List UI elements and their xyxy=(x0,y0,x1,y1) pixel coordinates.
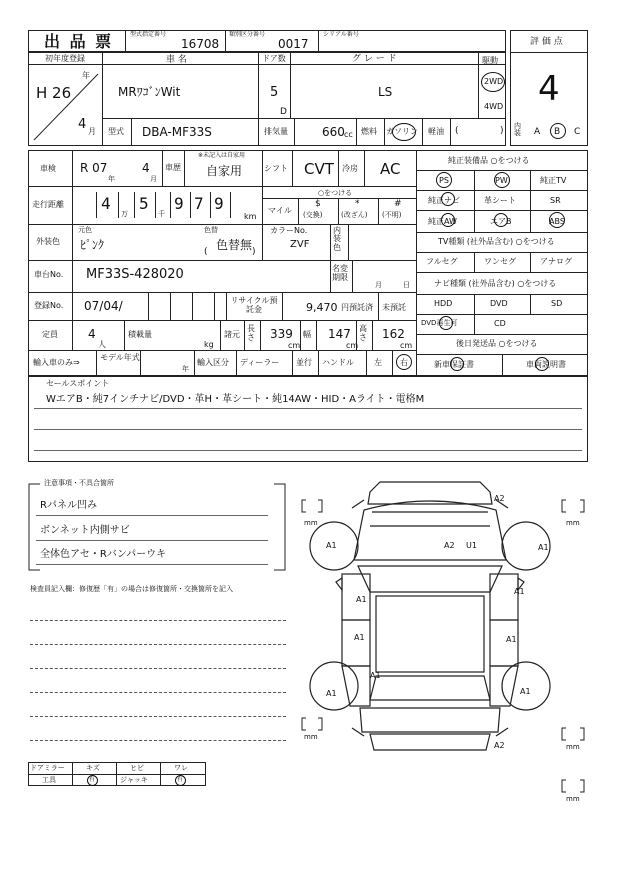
chassis-label: 車台No. xyxy=(34,270,64,279)
shaken-year-unit: 年 xyxy=(108,175,115,183)
mileage-digit-5: 9 xyxy=(214,194,224,213)
height-cm: cm xyxy=(400,341,413,350)
history-note: ※未記入は自家用 xyxy=(198,152,246,159)
tv-analog: アナログ xyxy=(540,257,572,266)
shaken-month: 4 xyxy=(142,161,150,175)
size-label: 諸元 xyxy=(224,330,240,339)
shaken-year: R 07 xyxy=(80,161,108,175)
mileage-circle-note: ○をつける xyxy=(318,189,353,197)
history-value: 自家用 xyxy=(206,164,243,178)
equip-sr: SR xyxy=(550,196,561,205)
aircon-value: AC xyxy=(380,160,401,178)
color-code-label: カラーNo. xyxy=(270,226,308,235)
score-value: 4 xyxy=(538,69,560,109)
handle-left: 左 xyxy=(374,358,382,367)
history-label: 車歴 xyxy=(165,163,181,172)
mileage-dollar: $ xyxy=(315,199,321,209)
first-reg-label: 初年度登録 xyxy=(45,54,85,63)
sales-point-text: WエアB・純7インチナビ/DVD・革H・革シート・純14AW・HID・Aライト・電格M xyxy=(46,394,425,405)
equip-airbag: エアB xyxy=(490,217,512,226)
height-value: 162 xyxy=(382,327,405,341)
mark-l-door: A1 xyxy=(356,595,367,604)
mileage-star-note: (改ざん) xyxy=(341,211,368,219)
tools-kizu: キズ xyxy=(86,764,100,772)
later-manual: 車両説明書 xyxy=(526,360,566,369)
length-value: 339 xyxy=(270,327,293,341)
type-no-label: 型式指定番号 xyxy=(130,31,167,38)
serial-label: シリアル番号 xyxy=(323,31,359,38)
equip-abs: ABS xyxy=(549,217,565,226)
original-color: ﾋﾟﾝｸ xyxy=(80,238,105,252)
class-no-label: 類別区分番号 xyxy=(229,31,266,38)
fuel-label: 燃料 xyxy=(361,127,377,136)
doors-value: 5 xyxy=(270,85,279,100)
tv-fullseg: フルセグ xyxy=(426,257,458,266)
sales-point-label: セールスポイント xyxy=(46,379,110,388)
mark-rear-bumper: A2 xyxy=(494,741,505,750)
interior-b: B xyxy=(554,127,561,137)
recycle-unpaid: 未預託 xyxy=(382,303,406,312)
drive-label: 駆動 xyxy=(482,56,498,65)
mileage-digit-3: 9 xyxy=(174,194,184,213)
inspector-label: 検査員記入欄：修復歴「有」の場合は修復箇所・交換箇所を記入 xyxy=(30,585,233,593)
car-name-label: 車 名 xyxy=(166,55,187,65)
equip-pw: PW xyxy=(495,176,508,185)
capacity-unit: 人 xyxy=(98,340,106,349)
recycle-label: リサイクル預託金 xyxy=(230,296,278,315)
paren-open: ( xyxy=(204,247,208,257)
width-label: 幅 xyxy=(303,330,311,339)
equip-aw: 純正AW xyxy=(428,217,457,226)
car-name: MRﾜｺﾞﾝWit xyxy=(118,85,181,99)
name-change-month: 月 xyxy=(375,281,382,289)
mark-rr-wheel: A1 xyxy=(520,687,531,696)
nav-dvd: DVD xyxy=(490,299,508,308)
mileage-label: 走行距離 xyxy=(32,200,64,209)
model-label: 型式 xyxy=(108,127,124,136)
tv-title: TV種類 (社外品含む) ○をつける xyxy=(438,237,555,246)
nav-dvd-play: DVD再生可 xyxy=(421,319,458,327)
name-change-day: 日 xyxy=(403,281,410,289)
grade-label: グ レ ー ド xyxy=(352,54,397,64)
capacity-value: 4 xyxy=(88,327,96,341)
handle-label: ハンドル xyxy=(322,358,354,367)
nav-hdd: HDD xyxy=(434,299,453,308)
mm-rr: mm xyxy=(566,743,580,751)
import-parallel: 並行 xyxy=(296,358,312,367)
shaken-month-unit: 月 xyxy=(150,175,157,183)
tools-mark: 有 xyxy=(89,776,96,783)
length-cm: cm xyxy=(288,341,301,350)
mileage-digit-1: 4 xyxy=(101,194,111,213)
handle-right: 右 xyxy=(400,358,408,367)
current-color-label: 色替 xyxy=(204,226,218,234)
note-line-1: Rパネル凹み xyxy=(40,500,97,511)
notes-label: 注意事項・不具合箇所 xyxy=(44,479,114,487)
fuel-other-close: ) xyxy=(500,126,504,136)
equip-nav: 純正ナビ xyxy=(428,196,460,205)
reg-no-value: 07/04/ xyxy=(84,299,123,313)
mileage-man: 万 xyxy=(121,210,128,218)
later-warranty: 新車保証書 xyxy=(434,360,474,369)
month-label: 月 xyxy=(88,127,96,136)
mileage-digit-4: 7 xyxy=(194,194,204,213)
shift-label: シフト xyxy=(264,164,288,173)
fuel-gas: ガソリン xyxy=(386,127,418,136)
score-label: 評 価 点 xyxy=(530,37,563,47)
mark-l-quarter: A1 xyxy=(370,671,381,680)
nav-title: ナビ種類 (社外品含む) ○をつける xyxy=(434,279,557,288)
mm-spare: mm xyxy=(566,795,580,803)
mileage-sen: 千 xyxy=(158,210,165,218)
mark-hood-a2: A2 xyxy=(444,541,455,550)
displacement-value: 660 xyxy=(322,125,345,139)
color-label: 外装色 xyxy=(36,237,60,246)
capacity-label: 定員 xyxy=(42,330,58,339)
mileage-mile: マイル xyxy=(268,206,292,215)
doors-label: ドア数 xyxy=(262,54,286,63)
shaken-label: 車検 xyxy=(40,164,56,173)
paren-close: ) xyxy=(252,247,256,257)
sheet-title: 出 品 票 xyxy=(44,32,114,51)
mileage-km: km xyxy=(244,212,257,221)
original-color-label: 元色 xyxy=(78,226,92,234)
tools-label: 工具 xyxy=(42,776,56,784)
interior-label: 内装 xyxy=(514,122,521,137)
width-cm: cm xyxy=(346,341,359,350)
mileage-hash-note: (不明) xyxy=(382,211,402,219)
mark-l-rdoor: A1 xyxy=(354,633,365,642)
model-value: DBA-MF33S xyxy=(142,125,212,139)
cc-unit: cc xyxy=(344,130,353,139)
nav-cd: CD xyxy=(494,319,506,328)
first-reg-year: H 26 xyxy=(36,84,72,102)
mileage-digit-2: 5 xyxy=(139,194,149,213)
shift-value: CVT xyxy=(304,160,334,178)
interior-a: A xyxy=(534,127,541,137)
jack-mark: 有 xyxy=(177,776,184,783)
fuel-diesel: 軽油 xyxy=(428,127,444,136)
aircon-label: 冷房 xyxy=(342,164,358,173)
model-year-label: モデル年式 xyxy=(100,353,140,362)
load-unit: kg xyxy=(204,340,214,349)
year-label: 年 xyxy=(82,71,90,80)
note-line-2: ボンネット内側サビ xyxy=(40,525,130,536)
mark-lr-wheel: A1 xyxy=(326,689,337,698)
tools-ware: ワレ xyxy=(174,764,188,772)
grade-value: LS xyxy=(378,85,393,99)
mm-lf: mm xyxy=(304,519,318,527)
mark-hood-u1: U1 xyxy=(466,541,477,550)
class-no: 0017 xyxy=(278,37,309,51)
nav-sd: SD xyxy=(551,299,563,308)
mark-lf-wheel: A1 xyxy=(326,541,337,550)
header-box xyxy=(28,30,506,52)
interior-color-label: 内装色 xyxy=(333,226,341,252)
recycle-suffix: 円預託済 xyxy=(341,303,373,312)
mm-lr: mm xyxy=(304,733,318,741)
mark-rf-wheel: A1 xyxy=(538,543,549,552)
mileage-hash: # xyxy=(394,199,402,209)
name-change-label: 名変期限 xyxy=(332,264,348,282)
height-label: 高さ xyxy=(359,324,367,342)
equip-ps: PS xyxy=(439,176,449,185)
mark-r-rdoor: A1 xyxy=(506,635,517,644)
door-sub: D xyxy=(280,107,287,117)
import-year: 年 xyxy=(182,365,189,373)
mm-rf: mm xyxy=(566,519,580,527)
interior-c: C xyxy=(574,127,581,137)
chassis-value: MF33S-428020 xyxy=(86,267,184,282)
reg-no-label: 登録No. xyxy=(34,301,64,310)
first-reg-month: 4 xyxy=(78,117,87,132)
drive-2wd: 2WD xyxy=(484,77,504,86)
length-label: 長さ xyxy=(247,324,255,342)
mark-front-bumper: A2 xyxy=(494,494,505,503)
width-value: 147 xyxy=(328,327,351,341)
mark-r-door: A1 xyxy=(514,587,525,596)
recycle-value: 9,470 xyxy=(306,301,338,314)
import-class-label: 輸入区分 xyxy=(197,358,229,367)
fuel-other-open: ( xyxy=(455,126,459,136)
current-color: 色替無 xyxy=(216,238,253,252)
tv-oneseg: ワンセグ xyxy=(484,257,516,266)
jack-label: ジャッキ xyxy=(120,776,148,784)
import-label: 輸入車のみ⇒ xyxy=(33,358,80,367)
tools-hibi: ヒビ xyxy=(130,764,144,772)
load-label: 積載量 xyxy=(128,330,152,339)
tools-door-mirror: ドアミラー xyxy=(30,764,65,772)
note-line-3: 全体色アセ・Rバンパーウキ xyxy=(40,549,167,560)
mileage-star: * xyxy=(355,199,360,209)
type-no: 16708 xyxy=(181,37,220,51)
later-title: 後日発送品 ○をつける xyxy=(456,339,538,348)
mileage-dollar-note: (交換) xyxy=(303,211,323,219)
drive-4wd: 4WD xyxy=(484,102,504,111)
import-dealer: ディーラー xyxy=(240,358,280,367)
equip-leather: 革シート xyxy=(484,196,516,205)
equip-title: 純正装備品 ○をつける xyxy=(448,156,530,165)
color-code: ZVF xyxy=(290,239,310,250)
equip-tv: 純正TV xyxy=(540,176,567,185)
displacement-label: 排気量 xyxy=(264,127,288,136)
